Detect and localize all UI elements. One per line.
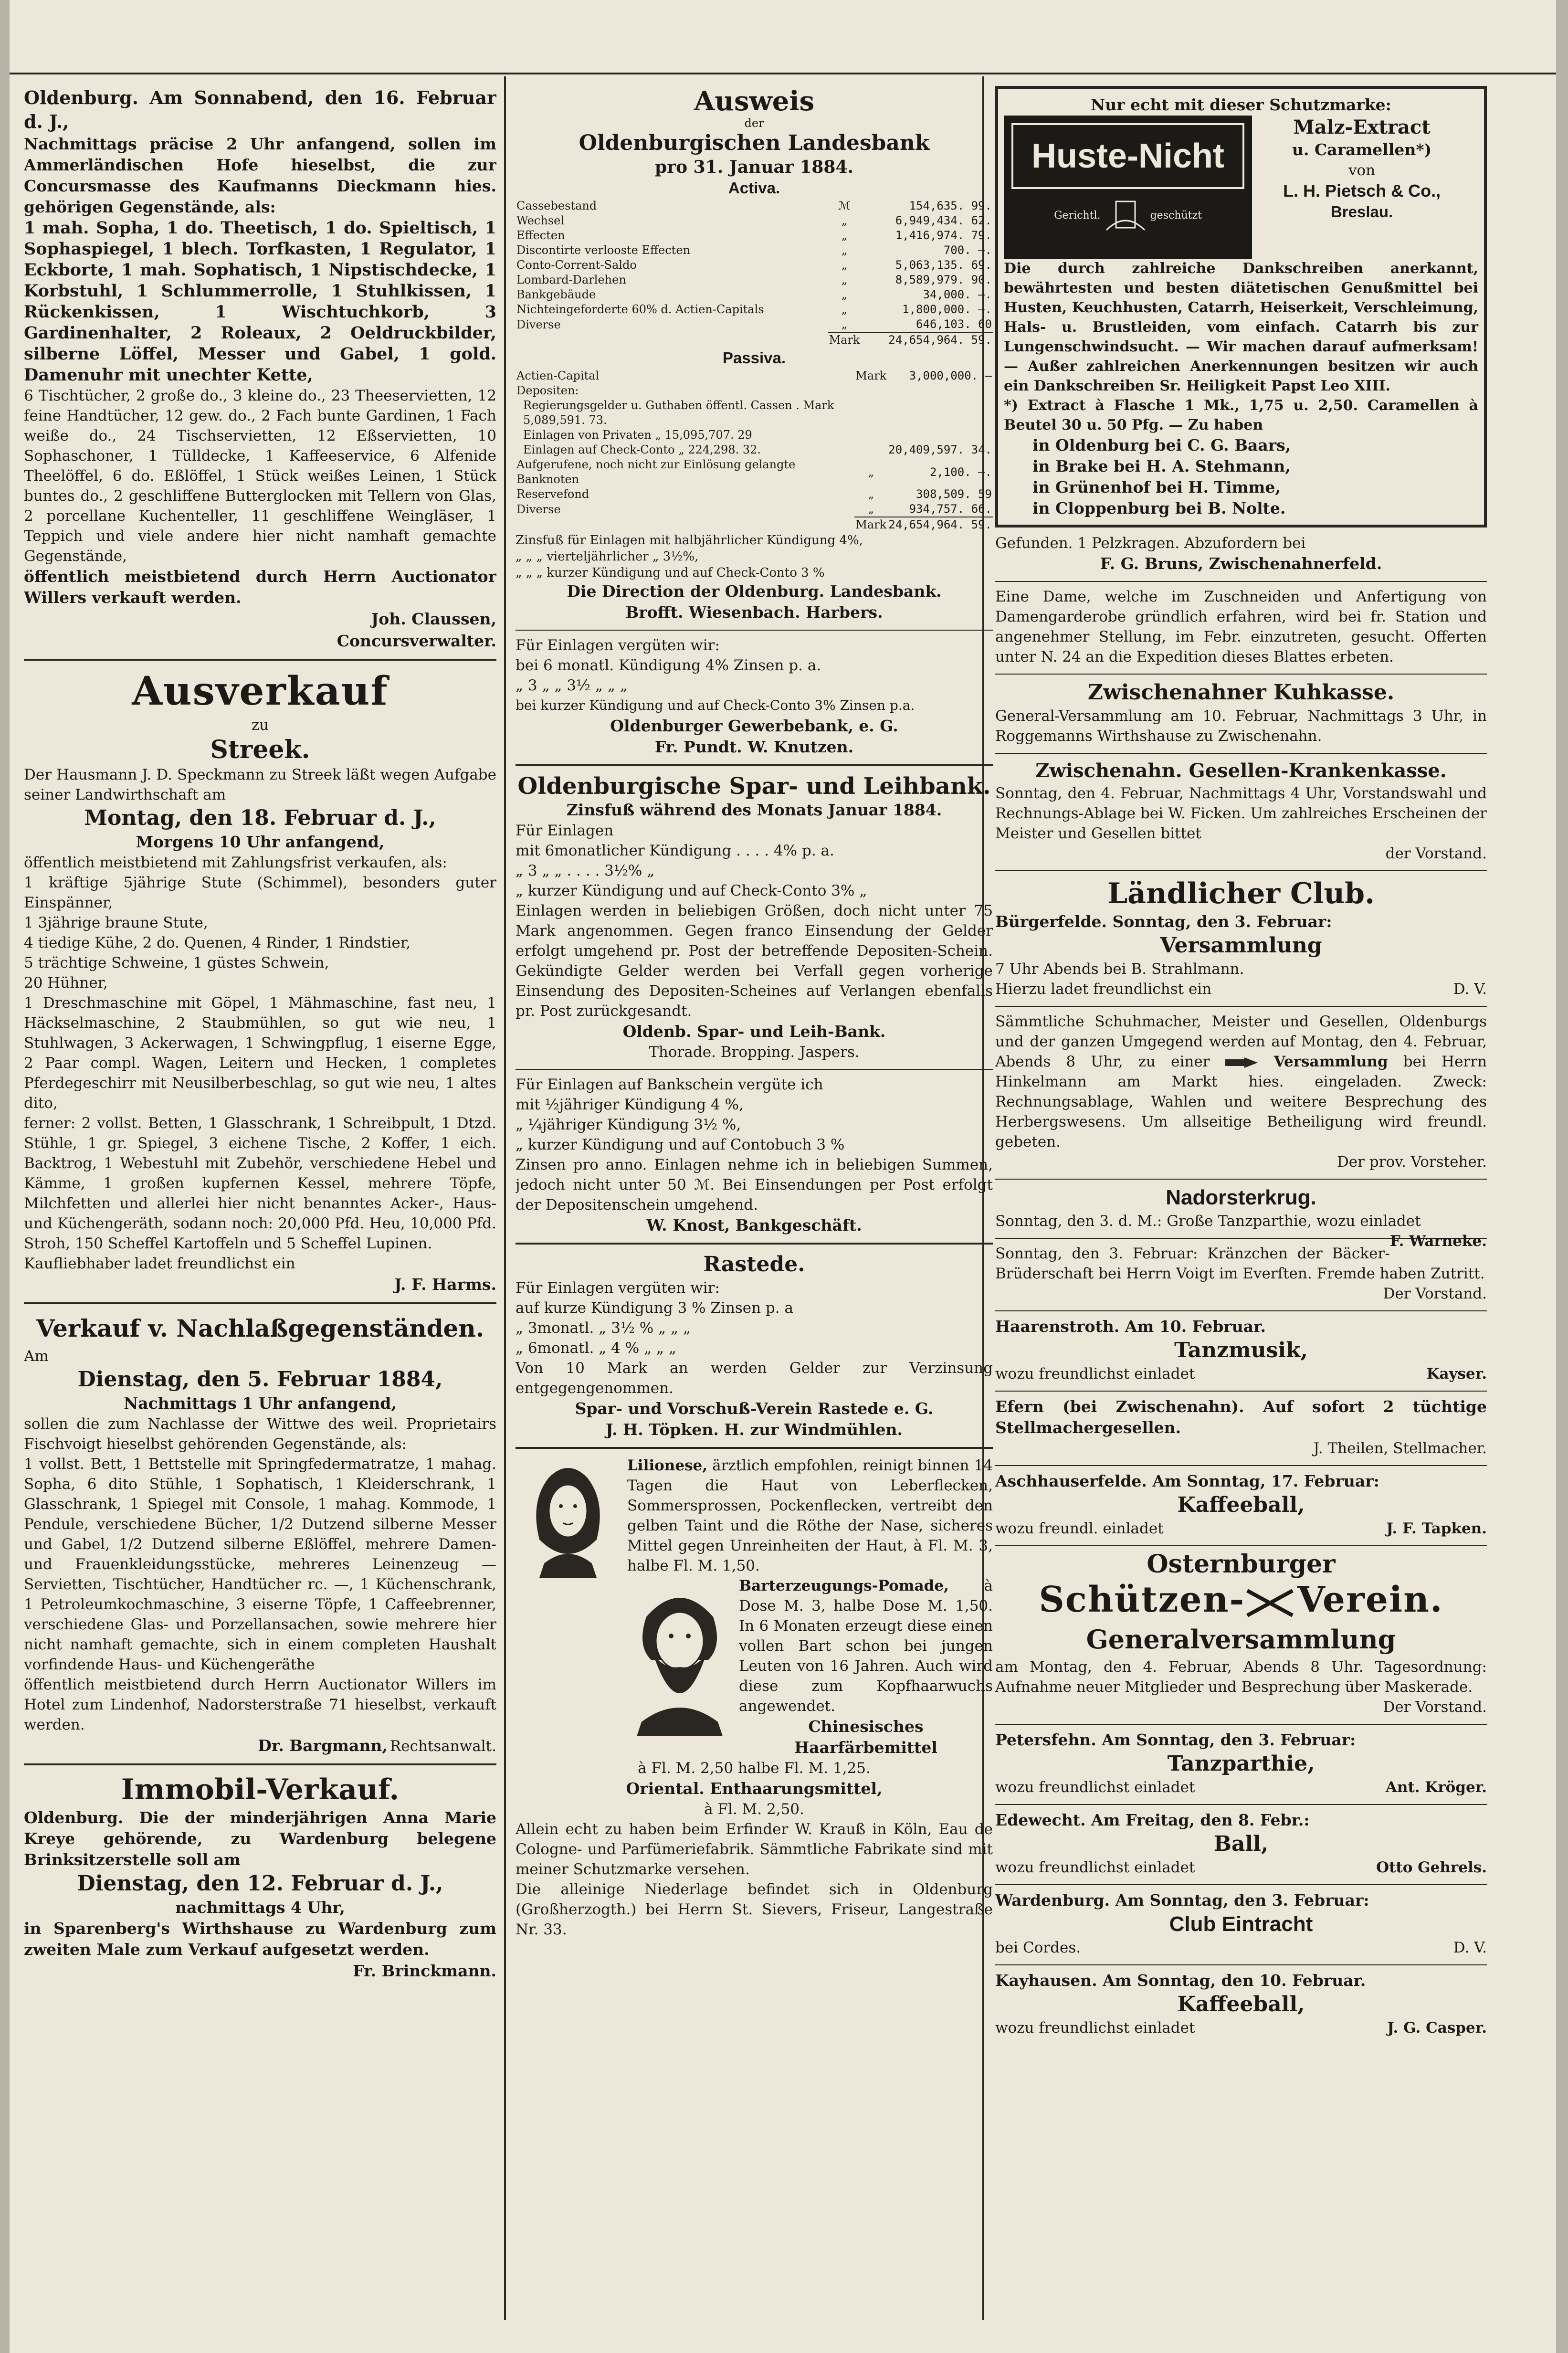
- ad-date: Dienstag, den 12. Februar d. J.,: [77, 1871, 443, 1896]
- total-row: [516, 332, 993, 348]
- statement-der: der: [744, 116, 764, 130]
- table-row: [516, 258, 993, 273]
- ad-title: Tanzparthie,: [1167, 1752, 1315, 1776]
- notice-line: Bürgerfelde. Sonntag, den 3. Februar:: [995, 912, 1332, 931]
- product-text: à Fl. M. 2,50.: [704, 1801, 804, 1818]
- bank-signatures: Brofft. Wiesenbach. Harbers.: [625, 603, 883, 622]
- ad-title: Verkauf v. Nachlaßgegenständen.: [36, 1314, 484, 1342]
- place-line: in Grünenhof bei H. Timme,: [1032, 478, 1281, 496]
- bank-name: Oldenburger Gewerbebank, e. G.: [610, 717, 898, 735]
- huste-nicht-ad: [995, 86, 1487, 528]
- ad-body2: öffentlich meistbietend mit Zahlungsfrist verkaufen, als:: [24, 854, 447, 871]
- place-line: in Oldenburg bei C. G. Baars,: [1032, 436, 1291, 454]
- bank-statement: [516, 86, 993, 623]
- nadorsterkrug-ad: [995, 1184, 1487, 1250]
- table-row: [516, 213, 993, 228]
- knost-ad: [516, 1075, 993, 1236]
- notice-text: bei Cordes.: [995, 1939, 1081, 1956]
- row-value: 1,800,000. —.: [902, 303, 992, 316]
- signature-role: Concursverwalter.: [337, 632, 496, 650]
- interest-line: Zinsfuß für Einlagen mit halbjährlicher Kündigung 4%,: [516, 533, 863, 548]
- row-label: Reservefond: [516, 487, 589, 501]
- interest-line: „ „ „ vierteljährlicher „ 3½%,: [516, 549, 699, 564]
- rate-line: „ 3 „ „ . . . . 3½% „: [516, 862, 655, 879]
- ad-close: öffentlich meistbietend durch Herrn Auctionator Willers im Hotel zum Lindenhof, Nadorsterstraße 71 hieselbst, verkauft werden.: [24, 1676, 496, 1733]
- ad-line: 4 tiedige Kühe, 2 do. Quenen, 4 Rinder, 1 Rindstier,: [24, 934, 411, 951]
- bank-name: Oldenburgischen Landesbank: [579, 131, 930, 155]
- logo-text: Huste-Nicht: [1011, 123, 1244, 189]
- rate-line: Für Einlagen vergüten wir:: [516, 1279, 720, 1297]
- total-unit: Mark: [855, 518, 887, 531]
- signature: der Vorstand.: [1385, 845, 1487, 862]
- ad-time: Morgens 10 Uhr anfangend,: [136, 833, 385, 851]
- notice-items-rest: 6 Tischtücher, 2 große do., 3 kleine do., 23 Theeservietten, 12 feine Handtücher, 12 gew. do., 2 Fach bunte Gardinen, 1 Fach weiße do., 24 Tischservietten, 12 Eßservietten, 10 Sophaschoner, 1 Tülldecke, 1 Kaffeeservice, 6 Alfenide Theelöffel, 6 do. Eßlöffel, 1 Stück weißes Leinen, 1 Stück buntes do., 2 geschliffene Butterglocken mit Tellern von Glas, 2 porcellane Kuchenteller, 11 geschliffene Weingläser, 1 Teppich und viele andere hier nicht namhaft gemachte Gegenstände,: [24, 387, 496, 565]
- meeting-word: Versammlung: [1273, 1053, 1388, 1070]
- product-text: à Dose M. 3, halbe Dose M. 1,50. In 6 Monaten erzeugt diese einen vollen Bart schon bei jungen Leuten von 16 Jahren. Auch wird diese zum Kopfhaarwuchs angewendet.: [739, 1577, 993, 1715]
- signature: Joh. Claussen,: [371, 610, 496, 628]
- activa-heading: Activa.: [728, 179, 780, 197]
- deposit-line: Einlagen auf Check-Conto „ 224,298. 32.: [523, 443, 761, 456]
- divider: [995, 1964, 1487, 1965]
- rate-line: Für Einlagen: [516, 822, 614, 839]
- clearance-sale-streek: [24, 667, 496, 1296]
- tanzmusik-ad: [995, 1316, 1487, 1384]
- gewerbebank-ad: [516, 635, 993, 758]
- row-unit: ℳ: [838, 199, 851, 212]
- bank-signatures: Fr. Pundt. W. Knutzen.: [654, 738, 854, 756]
- notice-text: General-Versammlung am 10. Februar, Nachmittags 3 Uhr, in Roggemanns Wirthshause zu Zwischenahn.: [995, 707, 1487, 745]
- column-3: [995, 86, 1487, 2339]
- place-line: in Brake bei H. A. Stehmann,: [1032, 457, 1291, 475]
- kuhkasse-notice: [995, 679, 1487, 746]
- divider: [516, 1447, 993, 1449]
- row-value: 154,635. 99.: [909, 199, 992, 212]
- passiva-table: [516, 369, 993, 532]
- rate-line: auf kurze Kündigung 3 % Zinsen p. a: [516, 1299, 793, 1317]
- property-sale: [24, 1772, 496, 1982]
- ad-subtitle: Versammlung: [1160, 933, 1322, 958]
- passiva-total: 24,654,964. 59.: [888, 518, 992, 531]
- table-row: [516, 398, 993, 428]
- notice-text: wozu freundlichst einladet: [995, 1365, 1195, 1382]
- notice-text: Sonntag, den 3. Februar: Kränzchen der Bäcker-Brüderschaft bei Herrn Voigt im Everſten. Fremde haben Zutritt.: [995, 1245, 1485, 1282]
- ad-title: Club Eintracht: [1169, 1912, 1313, 1936]
- rate-line: Für Einlagen vergüten wir:: [516, 637, 720, 654]
- statement-date: pro 31. Januar 1884.: [654, 157, 854, 177]
- table-row: [516, 383, 993, 398]
- product-text: ärztlich empfohlen, reinigt binnen 14 Tagen die Haut von Leberflecken, Sommersprossen, Pockenflecken, vertreibt den gelben Taint und die Röthe der Nase, sicheres Mittel gegen Unreinheiten der Haut, à Fl. M. 3, halbe Fl. M. 1,50.: [627, 1457, 993, 1574]
- rate-line: „ ¼jähriger Kündigung 3½ %,: [516, 1116, 741, 1133]
- signature: Kayser.: [1426, 1365, 1487, 1382]
- row-unit: „: [868, 502, 874, 516]
- signature: Der Vorstand.: [1383, 1699, 1487, 1716]
- ad-zu: zu: [251, 717, 269, 734]
- row-unit: „: [841, 273, 848, 286]
- notice-line: 7 Uhr Abends bei B. Strahlmann.: [995, 960, 1244, 978]
- row-unit: „: [841, 317, 848, 331]
- activa-total: 24,654,964. 59.: [861, 332, 993, 348]
- notice-line: Haarenstroth. Am 10. Februar.: [995, 1317, 1266, 1336]
- ad-title-top: Osternburger: [1147, 1550, 1336, 1579]
- ad-title: Zwischenahn. Gesellen-Krankenkasse.: [1035, 760, 1447, 782]
- bank-signatures: Thorade. Bropping. Jaspers.: [649, 1044, 860, 1061]
- row-value: 308,509. 59: [916, 487, 992, 501]
- ad-title: Tanzmusik,: [1174, 1338, 1308, 1362]
- kraenzchen-ad: [995, 1244, 1487, 1304]
- notice-line: Petersfehn. Am Sonntag, den 3. Februar:: [995, 1730, 1356, 1749]
- row-value: 5,063,135. 69.: [895, 258, 992, 272]
- signature: Der Vorstand.: [1383, 1285, 1487, 1302]
- row-unit: Mark: [855, 369, 887, 382]
- newspaper-page: [10, 0, 1556, 2353]
- ad-title: Zwischenahner Kuhkasse.: [1087, 680, 1395, 705]
- ad-time: Nachmittags 1 Uhr anfangend,: [124, 1394, 397, 1413]
- ad-body: Die durch zahlreiche Dankschreiben anerkannt, bewährtesten und besten diätetischen Genußmittel bei Husten, Keuchhusten, Catarrh, Heiserkeit, Verschleimung, Hals- u. Brustleiden, vom einfach. Catarrh bis zur Lungenschwindsucht. — Wir machen darauf aufmerksam! — Außer zahlreichen Anerkennungen besitzen wir auch ein Dankschreiben Sr. Heiligkeit Papst Leo XIII.: [1004, 260, 1478, 394]
- row-unit: „: [868, 465, 874, 479]
- notice-body: Nachmittags präcise 2 Uhr anfangend, sollen im Ammerländischen Hofe hieselbst, die zur Concursmasse des Kaufmanns Dieckmann hies. gehörigen Gegenstände, als:: [24, 135, 496, 216]
- rate-line: mit ½jähriger Kündigung 4 %,: [516, 1096, 744, 1113]
- signature: J. F. Tapken.: [1386, 1520, 1487, 1537]
- table-row: [516, 228, 993, 243]
- ad-line: 20 Hühner,: [24, 974, 108, 992]
- rate-line: Für Einlagen auf Bankschein vergüte ich: [516, 1076, 823, 1093]
- notice-line: Hierzu ladet freundlichst ein: [995, 981, 1212, 998]
- signature: W. Knost, Bankgeschäft.: [646, 1216, 862, 1235]
- rate-line: „ kurzer Kündigung und auf Check-Conto 3% „: [516, 882, 867, 899]
- bearded-man-portrait-icon: [627, 1579, 732, 1736]
- deposit-total: 20,409,597. 34.: [888, 443, 992, 456]
- bank-name: Spar- und Vorschuß-Verein Rastede e. G.: [575, 1399, 934, 1418]
- notice-text: Efern (bei Zwischenahn). Auf sofort 2 tüchtige Stellmachergesellen.: [995, 1397, 1487, 1437]
- table-row: [516, 199, 993, 213]
- passiva-heading: Passiva.: [722, 349, 786, 367]
- company-name: L. H. Pietsch & Co.,: [1283, 181, 1441, 200]
- ad-title-left: Schützen-: [1039, 1579, 1245, 1620]
- divider: [516, 764, 993, 766]
- notice-text: wozu freundlichst einladet: [995, 2019, 1195, 2036]
- rate-line: „ kurzer Kündigung und auf Contobuch 3 %: [516, 1136, 845, 1153]
- divider: [995, 1804, 1487, 1805]
- row-label: Lombard-Darlehen: [516, 273, 626, 286]
- product-name: Chinesisches Haarfärbemittel: [794, 1717, 937, 1757]
- pointing-hand-icon: [1225, 1056, 1259, 1069]
- estate-sale: [24, 1311, 496, 1757]
- ad-ferner: ferner: 2 vollst. Betten, 1 Glasschrank, 1 Schreibpult, 1 Dtzd. Stühle, 1 gr. Spiegel, 3 eichene Tische, 2 Koffer, 1 eich. Backtrog, 1 Webestuhl mit Zubehör, verschiedene Hebel und Kämme, 1 großen kupfernen Kessel, mehrere Töpfe, Milchfetten und allerlei hier nicht benanntes Acker-, Haus- und Küchengeräth, sodann noch: 20,000 Pfd. Heu, 10,000 Pfd. Stroh, 150 Scheffel Kartoffeln und 5 Scheffel Lupinen.: [24, 1115, 496, 1252]
- signature: Otto Gehrels.: [1376, 1859, 1487, 1876]
- ad-subtitle: Generalversammlung: [1086, 1624, 1396, 1655]
- ad-title: Nadorsterkrug.: [1166, 1186, 1316, 1209]
- notice-text: Gefunden. 1 Pelzkragen. Abzufordern bei: [995, 535, 1306, 552]
- signature: F. G. Bruns, Zwischenahnerfeld.: [1100, 554, 1382, 573]
- crossed-rifles-icon: [1245, 1586, 1297, 1619]
- ad-line: 1 kräftige 5jährige Stute (Schimmel), besonders guter Einspänner,: [24, 874, 496, 911]
- signature: Dr. Bargmann,: [258, 1736, 388, 1755]
- ad-body: Oldenburg. Die der minderjährigen Anna Marie Kreye gehörende, zu Wardenburg belegene Brinksitzerstelle soll am: [24, 1808, 496, 1869]
- notice-text: Sonntag, den 4. Februar, Nachmittags 4 Uhr, Vorstandswahl und Rechnungs-Ablage bei W. Ficken. Um zahlreiches Erscheinen der Meister und Gesellen bittet: [995, 785, 1487, 842]
- product-name: Lilionese,: [627, 1457, 708, 1474]
- bank-signatures: J. H. Töpken. H. zur Windmühlen.: [606, 1420, 903, 1439]
- signature-role: Rechtsanwalt.: [389, 1738, 496, 1755]
- product-name: Oriental. Enthaarungsmittel,: [626, 1779, 883, 1798]
- logo-right: geschützt: [1150, 210, 1202, 222]
- row-unit: „: [841, 229, 848, 242]
- table-row: [516, 317, 993, 332]
- signature: J. Theilen, Stellmacher.: [1313, 1440, 1487, 1457]
- ad-title: Ländlicher Club.: [1107, 877, 1375, 910]
- cosmetics-ad: [516, 1456, 993, 1940]
- row-label: Nichteingeforderte 60% d. Actien-Capitals: [516, 303, 764, 316]
- row-label: Diverse: [516, 502, 561, 516]
- club-eintracht-ad: [995, 1890, 1487, 1958]
- rate-line: „ 3 „ „ 3½ „ „ „: [516, 677, 628, 694]
- row-value: 3,000,000. —: [909, 369, 992, 382]
- ad-subtitle: Zinsfuß während des Monats Januar 1884.: [566, 801, 942, 819]
- row-unit: „: [841, 214, 848, 227]
- notice-text: Eine Dame, welche im Zuschneiden und Anfertigung von Damengarderobe gründlich erfahren, wird bei fr. Station und angenehmer Stellung, im Febr. einzutreten, gesucht. Offerten unter N. 24 an die Expedition dieses Blattes erbeten.: [995, 588, 1487, 665]
- row-value: 700. —.: [943, 243, 992, 257]
- table-row: [516, 287, 993, 302]
- ad-body: sollen die zum Nachlasse der Wittwe des weil. Proprietairs Fischvoigt hieselbst gehörenden Gegenstände, als:: [24, 1415, 496, 1453]
- ad-am: Am: [24, 1348, 49, 1365]
- divider: [995, 1724, 1487, 1725]
- row-value: 2,100. —.: [929, 465, 992, 479]
- row-value: 8,589,979. 90.: [895, 273, 992, 286]
- table-row: [516, 243, 993, 258]
- ad-title-right: Verein.: [1297, 1579, 1443, 1620]
- row-value: 34,000. —.: [923, 288, 992, 301]
- top-rule: [10, 73, 1556, 74]
- signature: F. Warneke.: [1389, 1233, 1487, 1250]
- row-value: 934,757. 66.: [909, 502, 992, 516]
- row-label: Effecten: [516, 229, 565, 242]
- table-row: [516, 273, 993, 287]
- divider: [995, 753, 1487, 754]
- ad-date: Dienstag, den 5. Februar 1884,: [77, 1367, 443, 1392]
- divider: [995, 1006, 1487, 1007]
- ad-topline: Nur echt mit dieser Schutzmarke:: [1091, 95, 1391, 114]
- row-unit: „: [841, 243, 848, 257]
- product-subtitle: u. Caramellen*): [1292, 140, 1432, 159]
- schuetzenverein-ad: [995, 1551, 1487, 1717]
- ad-body: Von 10 Mark an werden Gelder zur Verzinsung entgegengenommen.: [516, 1360, 993, 1397]
- found-notice: [995, 533, 1487, 574]
- ad-title: Ball,: [1213, 1832, 1269, 1856]
- row-label: Wechsel: [516, 214, 565, 227]
- ad-body: Der Hausmann J. D. Speckmann zu Streek läßt wegen Aufgabe seiner Landwirthschaft am: [24, 766, 496, 803]
- notice-line: Aschhauserfelde. Am Sonntag, 17. Februar:: [995, 1472, 1379, 1490]
- logo-left: Gerichtl.: [1054, 210, 1101, 222]
- place-line: in Cloppenburg bei B. Nolte.: [1032, 499, 1286, 517]
- table-row: [516, 487, 993, 502]
- divider: [995, 1545, 1487, 1546]
- divider: [24, 1763, 496, 1765]
- kayhausen-ad: [995, 1970, 1487, 2038]
- rate-line: bei 6 monatl. Kündigung 4% Zinsen p. a.: [516, 657, 821, 674]
- column-2: [516, 86, 993, 2339]
- row-label: Aufgerufene, noch nicht zur Einlösung gelangte Banknoten: [516, 458, 796, 486]
- row-value: 6,949,434. 62.: [895, 214, 992, 227]
- auction-notice-dieckmann: [24, 86, 496, 652]
- notice-text: wozu freundlichst einladet: [995, 1779, 1195, 1796]
- ad-title: Rastede.: [703, 1252, 805, 1277]
- signature: J. G. Casper.: [1387, 2019, 1487, 2036]
- table-row: [516, 502, 993, 517]
- table-row: [516, 428, 993, 443]
- ad-body: Zinsen pro anno. Einlagen nehme ich in beliebigen Summen, jedoch nicht unter 50 ℳ. Bei Einsendungen per Post erfolgt der Depositenschein umgehend.: [516, 1156, 993, 1213]
- divider: [516, 630, 993, 631]
- divider: [995, 674, 1487, 675]
- ad-place: Streek.: [210, 735, 310, 764]
- product-title: Malz-Extract: [1293, 116, 1431, 138]
- ad-line: 1 Dreschmaschine mit Göpel, 1 Mähmaschine, fast neu, 1 Häckselmaschine, 2 Staubmühlen, so gut wie neu, 1 Stuhlwagen, 3 Ackerwagen, 1 Schwingpflug, 1 eiserne Egge, 2 Paar compl. Wagen, Leitern und Hecken, 1 completes Pferdegeschirr mit Neusilberbeschlag, so gut wie neu, 1 altes dito,: [24, 994, 496, 1112]
- ad-time: nachmittags 4 Uhr,: [175, 1898, 345, 1917]
- divider: [995, 870, 1487, 871]
- signature: Ant. Kröger.: [1385, 1779, 1487, 1796]
- company-city: Breslau.: [1330, 203, 1393, 221]
- ad-items: 1 vollst. Bett, 1 Bettstelle mit Springfedermatratze, 1 mahag. Sopha, 6 dito Stühle, 1 Sophatisch, 1 Kleiderschrank, 1 Glasschrank, 1 Spiegel mit Console, 1 mahag. Kommode, 1 Pendule, verschiedene Bücher, 1/2 Dutzend silberne Messer und Gabel, 1/2 Dutzend silberne Eßlöffel, mehrere Damen- und Frauenkleidungsstücke, mehreres Leinenzeug — Servietten, Tischtücher, Handtücher rc. —, 1 Küchenschrank, 1 Petroleumkochmaschine, 3 eiserne Töpfe, 1 Caffeebrenner, verschiedene Glas- und Porzellansachen, sowie mehrere hier nicht namhaft gemachte, sich in einem completen Haushalt vorfindende Haus- und Küchengeräthe: [24, 1456, 496, 1673]
- rastede-ad: [516, 1251, 993, 1440]
- krankenkasse-notice: [995, 759, 1487, 864]
- row-unit: „: [841, 288, 848, 301]
- notice-text: wozu freundl. einladet: [995, 1520, 1164, 1537]
- woman-portrait-icon: [516, 1458, 621, 1578]
- notice-text: wozu freundlichst einladet: [995, 1859, 1195, 1876]
- notice-text: am Montag, den 4. Februar, Abends 8 Uhr. Tagesordnung: Aufnahme neuer Mitglieder und Besprechung über Maskerade.: [995, 1658, 1487, 1696]
- row-label: Diverse: [516, 317, 561, 331]
- interest-line: „ „ „ kurzer Kündigung und auf Check-Conto 3 %: [516, 566, 825, 580]
- emblem-icon: [1104, 197, 1147, 235]
- divider: [995, 1884, 1487, 1885]
- product-text: à Fl. M. 2,50 halbe Fl. M. 1,25.: [638, 1760, 871, 1777]
- ad-title: Ausverkauf: [132, 668, 389, 714]
- activa-table: [516, 199, 993, 348]
- ad-note: *) Extract à Flasche 1 Mk., 1,75 u. 2,50. Caramellen à Beutel 30 u. 50 Pfg. — Zu haben: [1004, 397, 1478, 433]
- notice-close: öffentlich meistbietend durch Herrn Auctionator Willers verkauft werden.: [24, 567, 496, 607]
- total-row: [516, 517, 993, 532]
- statement-title: Ausweis: [694, 86, 815, 117]
- signature: Der prov. Vorsteher.: [1336, 1153, 1487, 1171]
- rate-line: „ 6monatl. „ 4 % „ „ „: [516, 1340, 676, 1357]
- notice-text2: bei Herrn Hinkelmann am Markt hies. eingeladen. Zweck: Rechnungsablage, Wahlen und weitere Besprechung des Herbergswesens. Um allseitige Betheiligung wird freundl. gebeten.: [995, 1053, 1487, 1150]
- bank-direction: Die Direction der Oldenburg. Landesbank.: [567, 582, 942, 601]
- signature: D. V.: [1453, 1939, 1487, 1956]
- row-label: Cassebestand: [516, 199, 597, 212]
- row-label: Actien-Capital: [516, 369, 600, 382]
- column-1: [24, 86, 496, 2339]
- deposit-line: Einlagen von Privaten „ 15,095,707. 29: [523, 428, 752, 442]
- signature: J. F. Harms.: [394, 1275, 496, 1294]
- ad-line: 1 3jährige braune Stute,: [24, 914, 208, 931]
- ad-line: 5 trächtige Schweine, 1 güstes Schwein,: [24, 954, 329, 971]
- huste-nicht-logo: [1004, 116, 1252, 259]
- divider: [995, 1465, 1487, 1466]
- product-name: Barterzeugungs-Pomade,: [739, 1577, 949, 1594]
- table-row: [516, 443, 993, 457]
- ad-close: Kaufliebhaber ladet freundlichst ein: [24, 1255, 295, 1272]
- product-von: von: [1348, 162, 1376, 179]
- kaffeeball-ad: [995, 1471, 1487, 1539]
- table-row: [516, 457, 993, 487]
- divider: [516, 1069, 993, 1070]
- ad-title: Immobil-Verkauf.: [121, 1773, 400, 1806]
- notice-line: Wardenburg. Am Sonntag, den 3. Februar:: [995, 1891, 1369, 1910]
- rate-line: „ 3monatl. „ 3½ % „ „ „: [516, 1319, 691, 1337]
- divider: [995, 1179, 1487, 1180]
- ad-date: Montag, den 18. Februar d. J.,: [84, 806, 436, 830]
- job-notice: [995, 587, 1487, 667]
- row-value: 1,416,974. 79.: [895, 229, 992, 242]
- row-label: Bankgebäude: [516, 288, 596, 301]
- spar-leihbank-ad: [516, 773, 993, 1062]
- row-label: Discontirte verlooste Effecten: [516, 243, 690, 257]
- notice-heading: Oldenburg. Am Sonnabend, den 16. Februar d. J.,: [24, 87, 496, 132]
- signature: D. V.: [1453, 981, 1487, 998]
- ad-body2: in Sparenberg's Wirthshause zu Wardenburg zum zweiten Male zum Verkauf aufgesetzt werden.: [24, 1919, 496, 1959]
- ad-body: Allein echt zu haben beim Erfinder W. Krauß in Köln, Eau de Cologne- und Parfümeriefabrik. Sämmtliche Fabrikate sind mit meiner Schutzmarke versehen.: [516, 1821, 993, 1878]
- ad-body2: Die alleinige Niederlage befindet sich in Oldenburg (Großherzogth.) bei Herrn St. Sievers, Friseur, Langestraße Nr. 33.: [516, 1881, 993, 1938]
- bank-name: Oldenb. Spar- und Leih-Bank.: [622, 1022, 886, 1041]
- column-rule-1: [504, 76, 506, 2320]
- ad-body: Einlagen werden in beliebigen Größen, doch nicht unter 75 Mark angenommen. Gegen franco Einsendung der Gelder erfolgt umgehend pr. Post der betreffende Depositen-Schein. Gekündigte Gelder werden bei Verfall gegen vorherige Einsendung des Depositen-Scheines auf Verlangen ebenfalls pr. Post zurückgesandt.: [516, 902, 993, 1020]
- row-label: Conto-Corrent-Saldo: [516, 258, 637, 272]
- row-unit: „: [868, 487, 874, 501]
- table-row: [516, 369, 993, 383]
- row-value: 646,103. 60: [916, 317, 992, 331]
- ad-title: Kaffeeball,: [1177, 1992, 1305, 2016]
- tanzparthie-ad: [995, 1730, 1487, 1797]
- stellmacher-ad: [995, 1396, 1487, 1458]
- notice-items: 1 mah. Sopha, 1 do. Theetisch, 1 do. Spieltisch, 1 Sophaspiegel, 1 blech. Torfkasten, 1 Regulator, 1 Eckborte, 1 mah. Sophatisch, 1 Nipstischdecke, 1 Korbstuhl, 1 Schlummerrolle, 1 Stuhlkissen, 1 Rückenkissen, 1 Wischtuchkorb, 3 Gardinenhalter, 2 Roleaux, 2 Oeldruckbilder, silberne Löffel, Messer und Gabel, 1 gold. Damenuhr mit unechter Kette,: [24, 218, 496, 385]
- divider: [995, 1391, 1487, 1392]
- divider: [24, 1302, 496, 1304]
- table-row: [516, 302, 993, 317]
- rate-line: bei kurzer Kündigung und auf Check-Conto 3% Zinsen p.a.: [516, 697, 915, 713]
- row-label: Depositen:: [516, 384, 579, 397]
- row-unit: „: [841, 303, 848, 316]
- ad-title: Oldenburgische Spar- und Leihbank.: [517, 773, 991, 800]
- notice-line: Kayhausen. Am Sonntag, den 10. Februar.: [995, 1971, 1366, 1990]
- shoemaker-notice: [995, 1012, 1487, 1172]
- club-notice: [995, 876, 1487, 999]
- divider: [995, 581, 1487, 582]
- deposit-line: Regierungsgelder u. Guthaben öffentl. Cassen . Mark 5,089,591. 73.: [523, 399, 834, 427]
- ball-ad: [995, 1810, 1487, 1878]
- total-unit: Mark: [829, 333, 860, 347]
- row-unit: „: [841, 258, 848, 272]
- notice-text: Sonntag, den 3. d. M.: Große Tanzparthie, wozu einladet: [995, 1213, 1421, 1230]
- notice-line: Edewecht. Am Freitag, den 8. Febr.:: [995, 1811, 1310, 1829]
- signature: Fr. Brinckmann.: [353, 1962, 496, 1980]
- divider: [24, 659, 496, 661]
- ad-title: Kaffeeball,: [1177, 1493, 1305, 1517]
- notice-text: Sämmtliche Schuhmacher, Meister und Gesellen, Oldenburgs und der ganzen Umgegend werden auf Montag, den 4. Februar, Abends 8 Uhr, zu einer: [995, 1013, 1487, 1070]
- rate-line: mit 6monatlicher Kündigung . . . . 4% p. a.: [516, 842, 834, 859]
- divider: [995, 1310, 1487, 1311]
- divider: [516, 1243, 993, 1245]
